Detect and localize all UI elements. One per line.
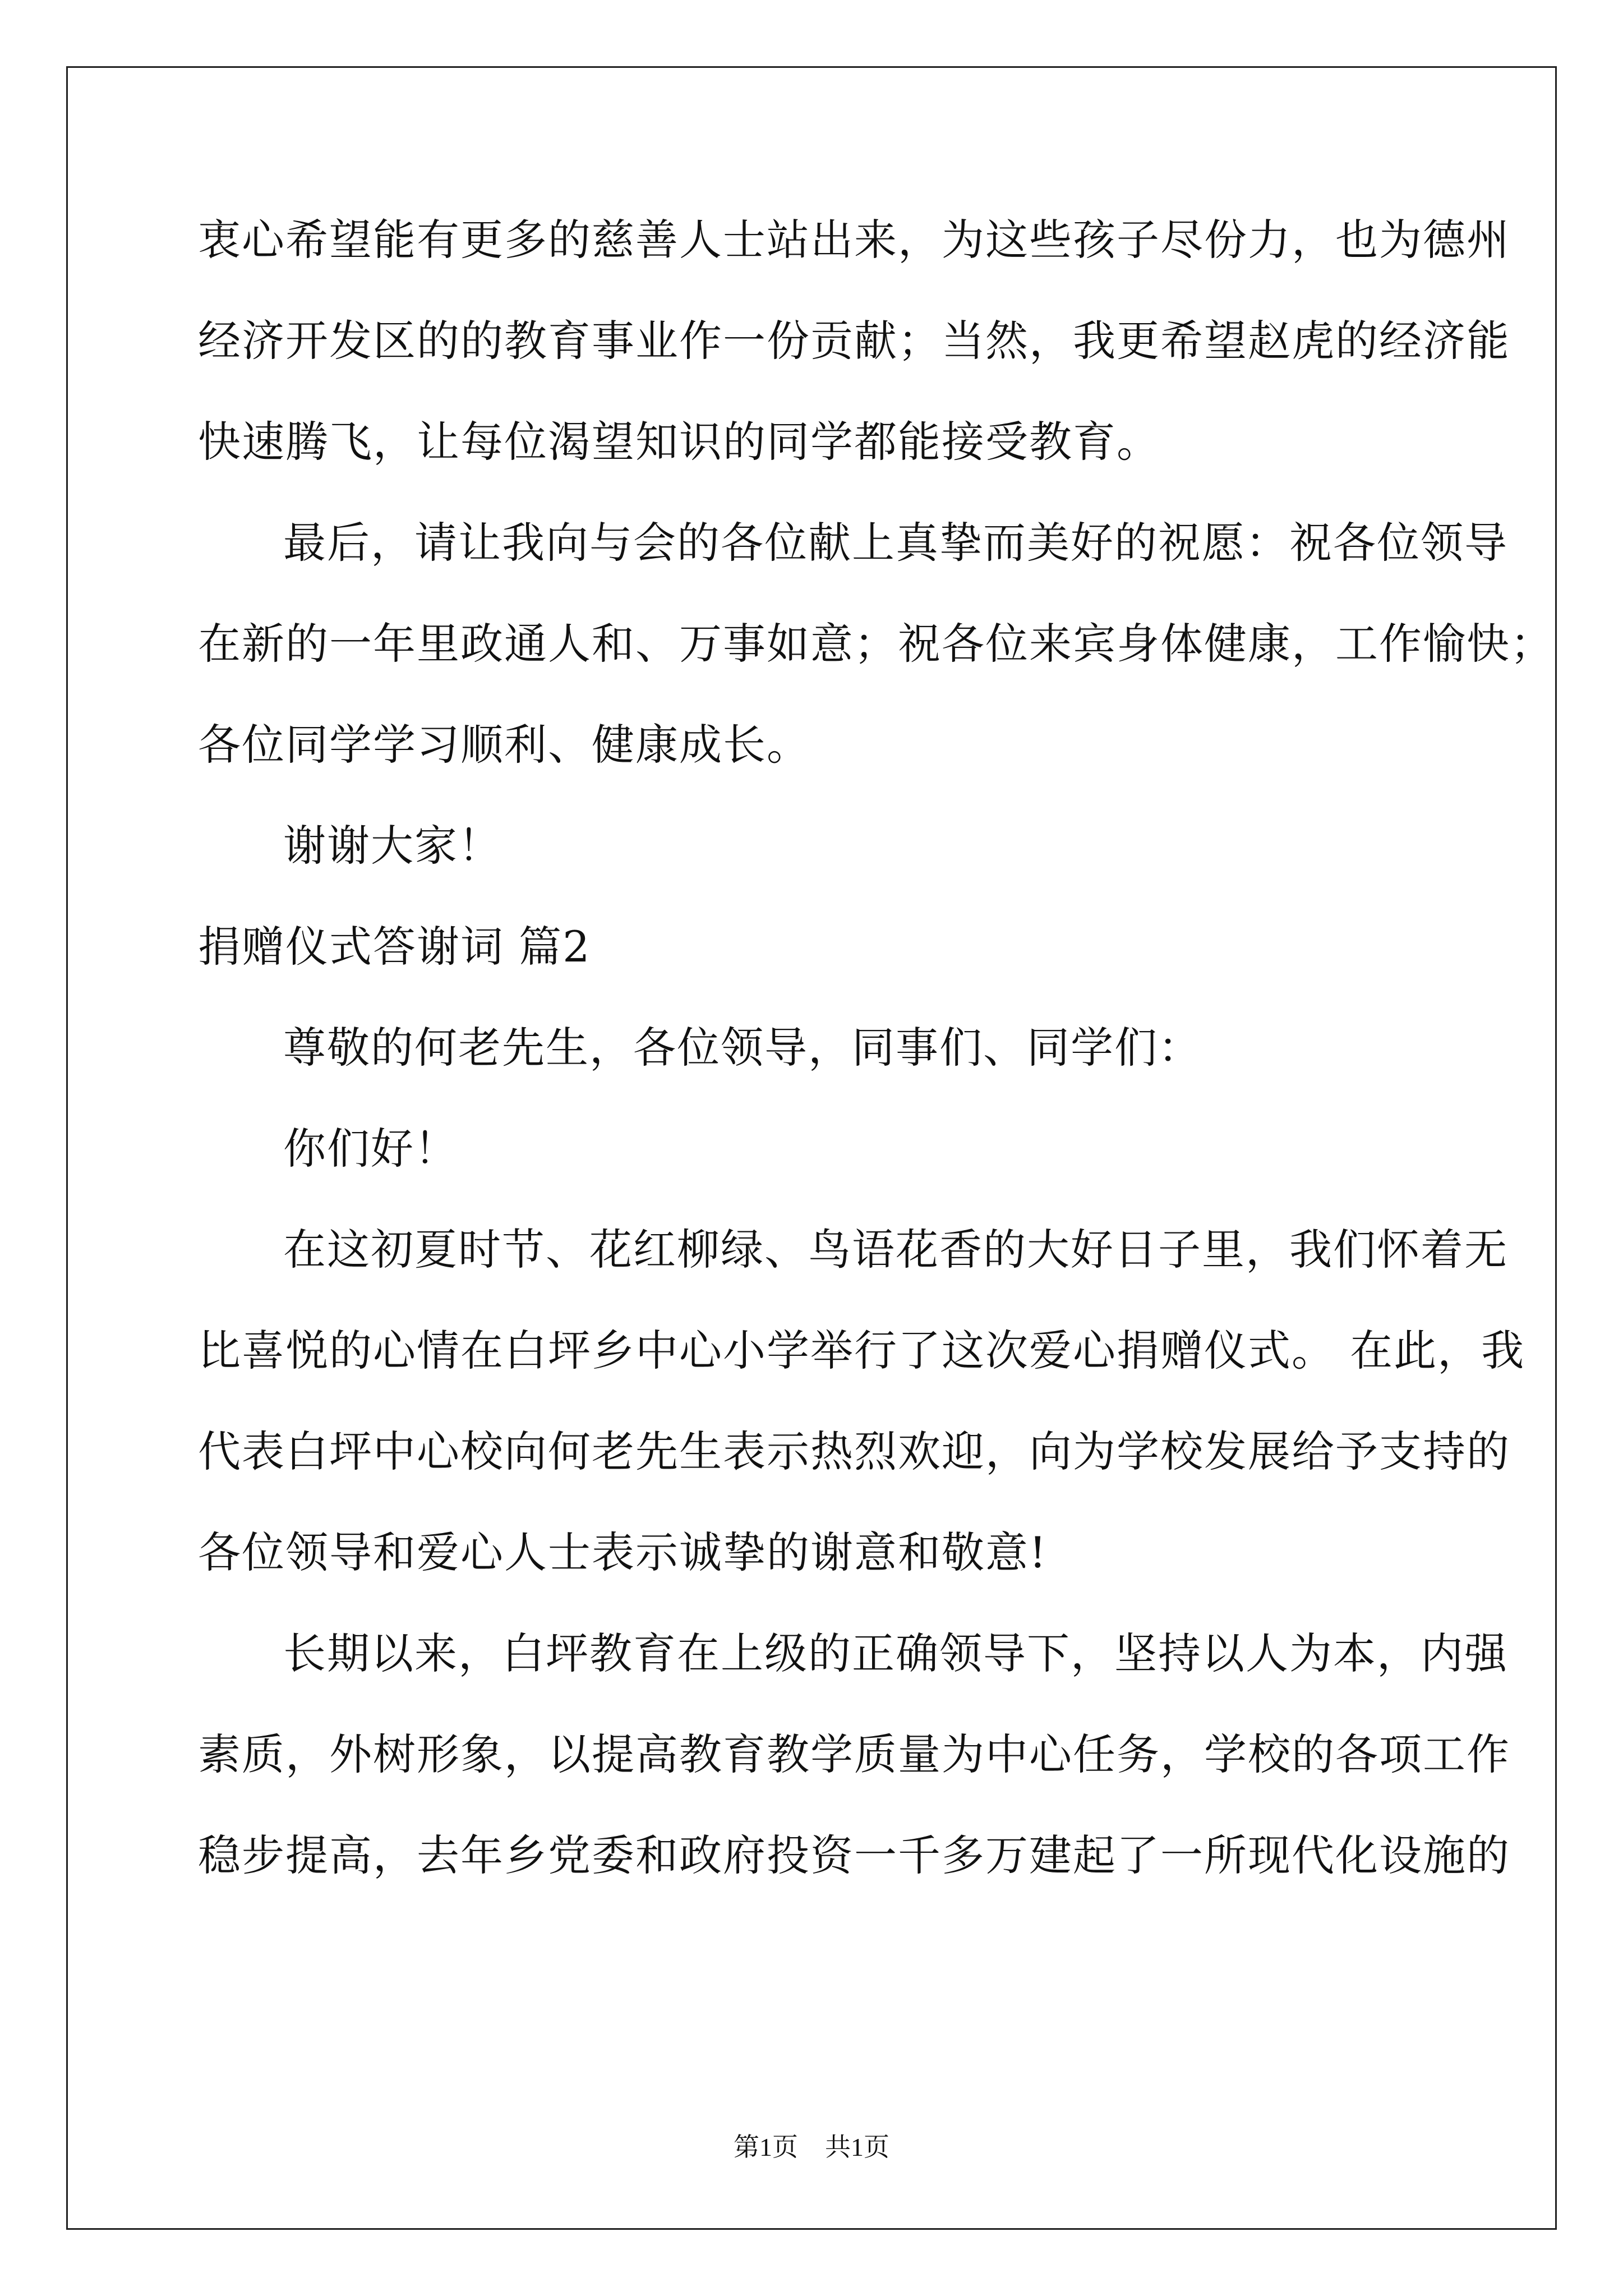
paragraph-line: 各位同学学习顺利、健康成长。 (198, 720, 810, 770)
paragraph-line: 素质，外树形象，以提高教育教学质量为中心任务，学校的各项工作 (198, 1729, 1510, 1779)
paragraph-line: 长期以来，白坪教育在上级的正确领导下，坚持以人为本，内强 (283, 1628, 1508, 1678)
paragraph-line: 在新的一年里政通人和、万事如意；祝各位来宾身体健康，工作愉快； (198, 619, 1554, 669)
paragraph-line: 在这初夏时节、花红柳绿、鸟语花香的大好日子里，我们怀着无 (283, 1225, 1508, 1274)
paragraph-line: 谢谢大家！ (283, 821, 502, 871)
paragraph-line: 最后，请让我向与会的各位献上真挚而美好的祝愿：祝各位领导 (283, 518, 1508, 568)
paragraph-line: 衷心希望能有更多的慈善人士站出来，为这些孩子尽份力，也为德州 (198, 215, 1510, 265)
greeting-line: 你们好！ (283, 1124, 458, 1174)
page-total: 共1页 (825, 2133, 889, 2161)
paragraph-line: 稳步提高，去年乡党委和政府投资一千多万建起了一所现代化设施的 (198, 1830, 1510, 1880)
paragraph-line: 代表白坪中心校向何老先生表示热烈欢迎，向为学校发展给予支持的 (198, 1427, 1510, 1476)
page-number: 第1页 (734, 2133, 798, 2161)
page-footer (0, 2131, 1623, 2164)
paragraph-line: 各位领导和爱心人士表示诚挚的谢意和敬意! (198, 1527, 1048, 1577)
section-heading: 捐赠仪式答谢词 篇2 (198, 922, 591, 972)
paragraph-line: 经济开发区的的教育事业作一份贡献；当然，我更希望赵虎的经济能 (198, 316, 1510, 366)
salutation-line: 尊敬的何老先生，各位领导，同事们、同学们： (283, 1023, 1202, 1073)
paragraph-line: 快速腾飞，让每位渴望知识的同学都能接受教育。 (198, 417, 1160, 467)
paragraph-line: 比喜悦的心情在白坪乡中心小学举行了这次爱心捐赠仪式。 在此，我 (198, 1326, 1525, 1375)
